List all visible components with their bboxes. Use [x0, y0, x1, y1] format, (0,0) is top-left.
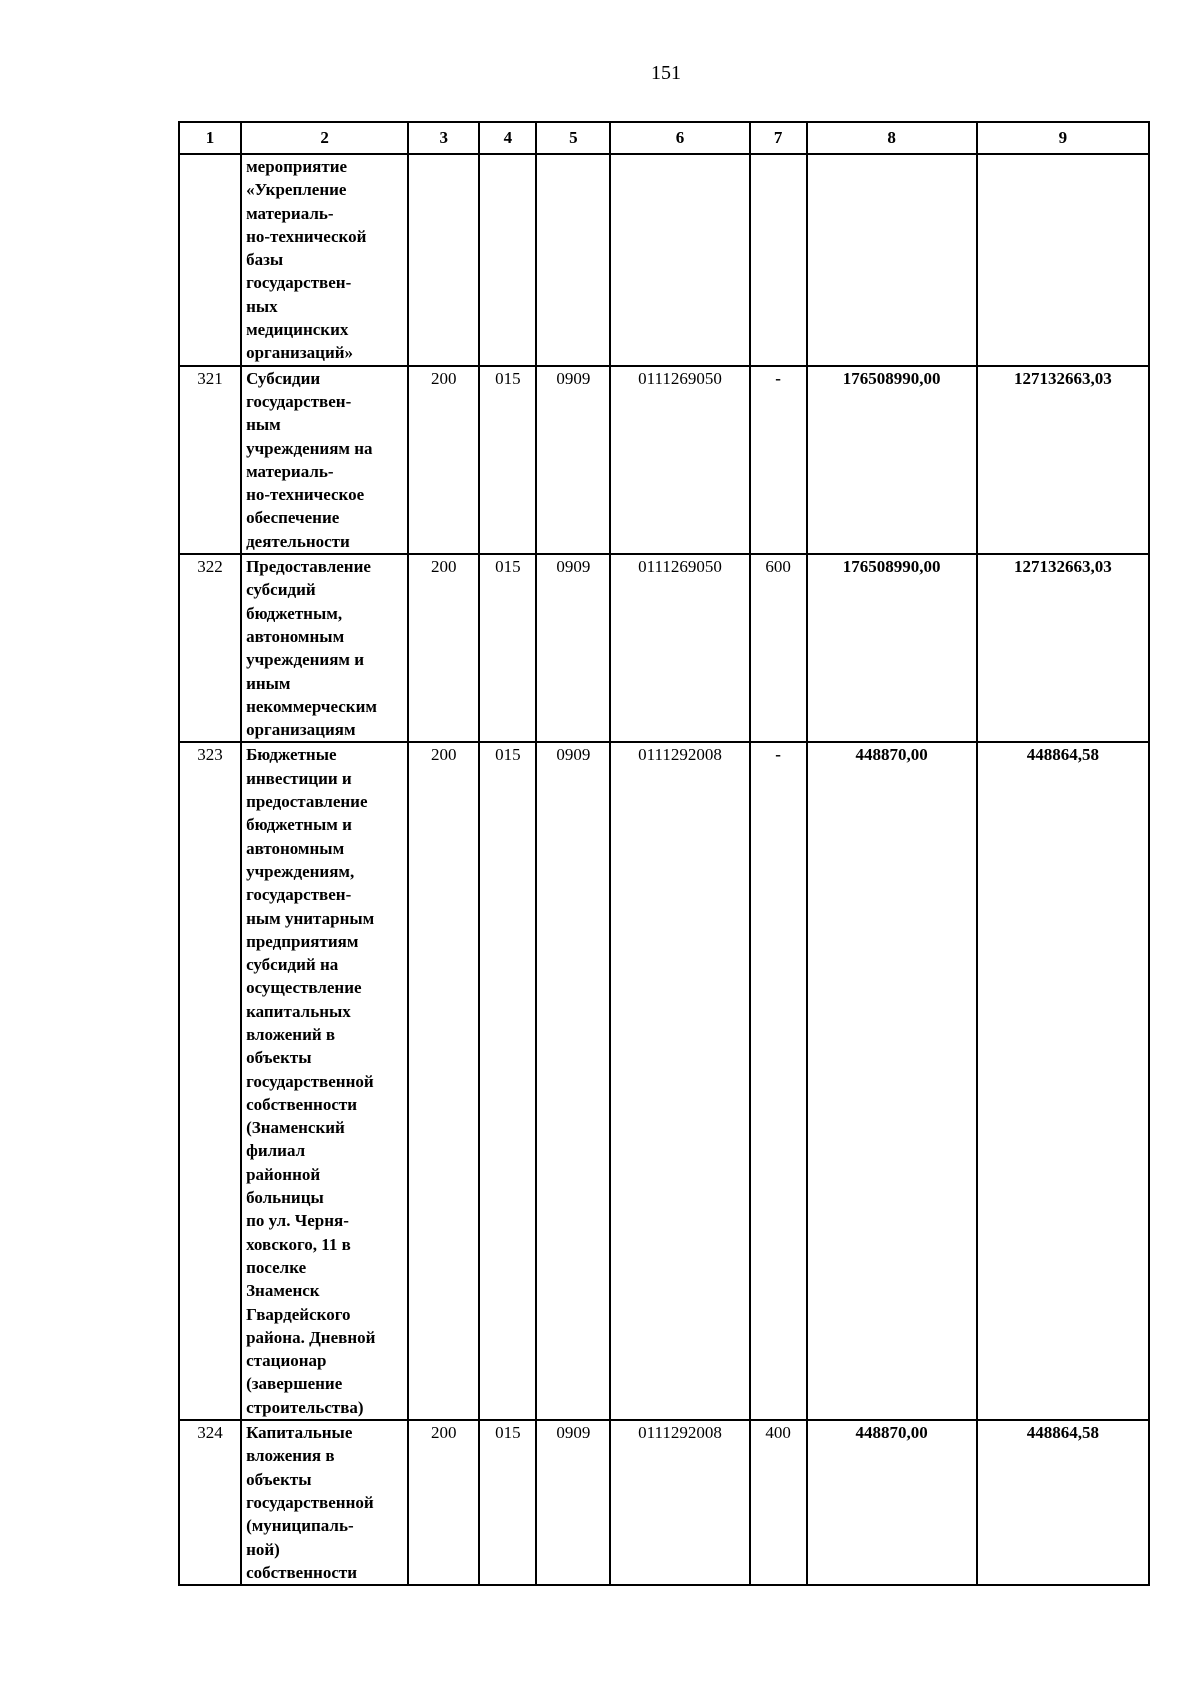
- cell-col4: 015: [479, 554, 536, 742]
- cell-col6: 0111292008: [610, 1420, 749, 1585]
- row-description: Предоставление субсидий бюджетным, автономным учреждениям и иным некоммерческим организациям: [241, 554, 408, 742]
- page-number: 151: [651, 62, 681, 84]
- row-number: 322: [179, 554, 241, 742]
- column-header: 6: [610, 122, 749, 154]
- cell-col8: 448870,00: [807, 742, 977, 1420]
- table-row: [179, 554, 1149, 742]
- cell-col7: 600: [750, 554, 807, 742]
- cell-col3: 200: [408, 554, 479, 742]
- cell-col4: 015: [479, 366, 536, 554]
- row-number: 323: [179, 742, 241, 1420]
- cell-col7: 400: [750, 1420, 807, 1585]
- header-row: [179, 122, 1149, 154]
- cell-col5: 0909: [536, 1420, 610, 1585]
- column-header: 8: [807, 122, 977, 154]
- budget-table: [178, 121, 1150, 1586]
- row-number: [179, 154, 241, 366]
- cell-col8: [807, 154, 977, 366]
- column-header: 7: [750, 122, 807, 154]
- cell-col3: 200: [408, 1420, 479, 1585]
- column-header: 1: [179, 122, 241, 154]
- row-description: Субсидии государствен- ным учреждениям на материаль- но-техническое обеспечение деятельности: [241, 366, 408, 554]
- cell-col3: [408, 154, 479, 366]
- table-row: [179, 366, 1149, 554]
- column-header: 3: [408, 122, 479, 154]
- cell-col6: 0111292008: [610, 742, 749, 1420]
- cell-col3: 200: [408, 366, 479, 554]
- cell-col5: 0909: [536, 366, 610, 554]
- table-row: [179, 154, 1149, 366]
- cell-col8: 176508990,00: [807, 554, 977, 742]
- row-number: 324: [179, 1420, 241, 1585]
- cell-col8: 176508990,00: [807, 366, 977, 554]
- row-description: Капитальные вложения в объекты государственной (муниципаль- ной) собственности: [241, 1420, 408, 1585]
- cell-col5: 0909: [536, 742, 610, 1420]
- cell-col6: [610, 154, 749, 366]
- row-description: мероприятие «Укрепление материаль- но-технической базы государствен- ных медицинских организаций»: [241, 154, 408, 366]
- cell-col5: 0909: [536, 554, 610, 742]
- cell-col6: 0111269050: [610, 366, 749, 554]
- cell-col9: 127132663,03: [977, 554, 1149, 742]
- column-header: 5: [536, 122, 610, 154]
- cell-col9: 127132663,03: [977, 366, 1149, 554]
- cell-col5: [536, 154, 610, 366]
- cell-col4: 015: [479, 1420, 536, 1585]
- column-header: 9: [977, 122, 1149, 154]
- cell-col6: 0111269050: [610, 554, 749, 742]
- cell-col9: 448864,58: [977, 1420, 1149, 1585]
- row-description: Бюджетные инвестиции и предоставление бюджетным и автономным учреждениям, государствен- ным унитарным предприятиям субсидий на осуществление капитальных вложений в объекты государственной собственности (Знаменский филиал районной больницы по ул. Черня- ховского, 11 в поселке Знаменск Гвардейского района. Дневной стационар (завершение строительства): [241, 742, 408, 1420]
- cell-col7: -: [750, 366, 807, 554]
- row-number: 321: [179, 366, 241, 554]
- cell-col4: 015: [479, 742, 536, 1420]
- cell-col9: [977, 154, 1149, 366]
- table-row: [179, 742, 1149, 1420]
- cell-col7: [750, 154, 807, 366]
- cell-col9: 448864,58: [977, 742, 1149, 1420]
- cell-col4: [479, 154, 536, 366]
- cell-col8: 448870,00: [807, 1420, 977, 1585]
- column-header: 2: [241, 122, 408, 154]
- table-row: [179, 1420, 1149, 1585]
- column-header: 4: [479, 122, 536, 154]
- cell-col3: 200: [408, 742, 479, 1420]
- cell-col7: -: [750, 742, 807, 1420]
